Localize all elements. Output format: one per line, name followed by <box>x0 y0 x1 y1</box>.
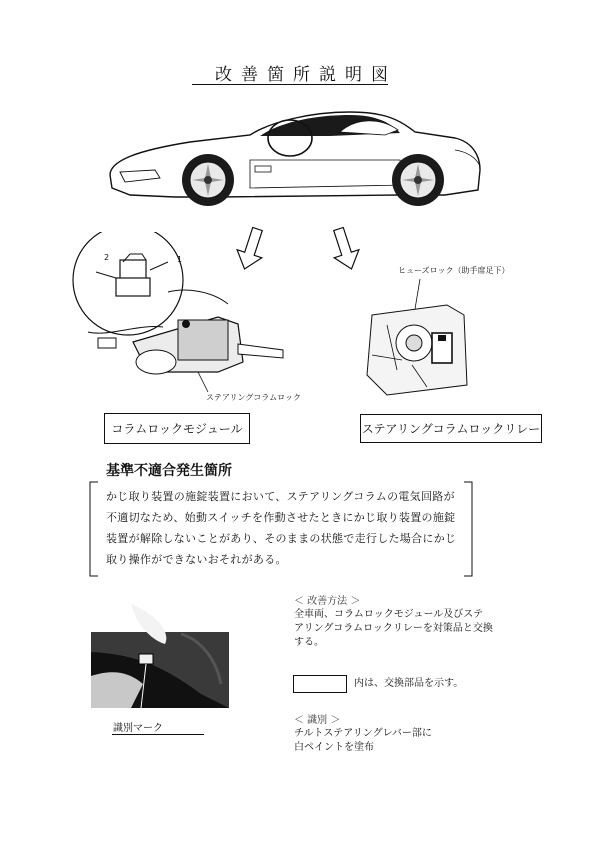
car-illustration <box>100 100 490 215</box>
steering-lock-label: ステアリングコラムロック <box>206 393 301 402</box>
arrow-right-icon <box>328 226 362 272</box>
defect-line: 不適切なため、始動スイッチを作動させたときにかじ取り装置の施錠 <box>106 511 456 524</box>
identification-mark-caption: 識別マーク <box>113 723 163 734</box>
callout-number-2: 2 <box>104 253 110 262</box>
defect-description <box>106 486 466 570</box>
defect-line: 装置が解除しないことがあり、そのままの状態で走行した場合にかじ <box>106 532 457 545</box>
remedy-description <box>294 608 494 650</box>
identification-line: 白ペイントを塗布 <box>294 742 374 753</box>
remedy-line: アリングコラムロックリレーを対策品と交換 <box>294 623 493 634</box>
identification-line: チルトステアリングレバー部に <box>294 728 432 739</box>
column-lock-module-box: コラムロックモジュール <box>104 413 250 444</box>
fuse-lock-label: ヒューズロック（助手席足下） <box>398 266 510 275</box>
relay-location-diagram <box>352 275 482 405</box>
remedy-heading: ＜ 改善方法 ＞ <box>294 596 361 607</box>
column-lock-relay-box: ステアリングコラムロックリレー <box>360 414 542 443</box>
page-title: 改善箇所説明図 <box>215 65 397 85</box>
replacement-legend-text: 内は、交換部品を示す。 <box>354 678 464 689</box>
identification-photo <box>91 604 229 708</box>
defect-line: 取り操作ができないおそれがある。 <box>106 553 287 566</box>
replacement-legend-box <box>293 675 347 693</box>
title-underline <box>192 84 388 85</box>
remedy-line: する。 <box>294 637 324 648</box>
remedy-line: 全車両、コラムロックモジュール及びステ <box>294 609 484 620</box>
defect-heading: 基準不適合発生箇所 <box>106 463 232 479</box>
callout-number-1: 1 <box>177 255 183 264</box>
identification-description <box>294 727 494 755</box>
identification-heading: ＜ 識別 ＞ <box>294 715 341 726</box>
defect-line: かじ取り装置の施錠装置において、ステアリングコラムの電気回路が <box>106 490 455 503</box>
caption-underline <box>112 734 204 735</box>
